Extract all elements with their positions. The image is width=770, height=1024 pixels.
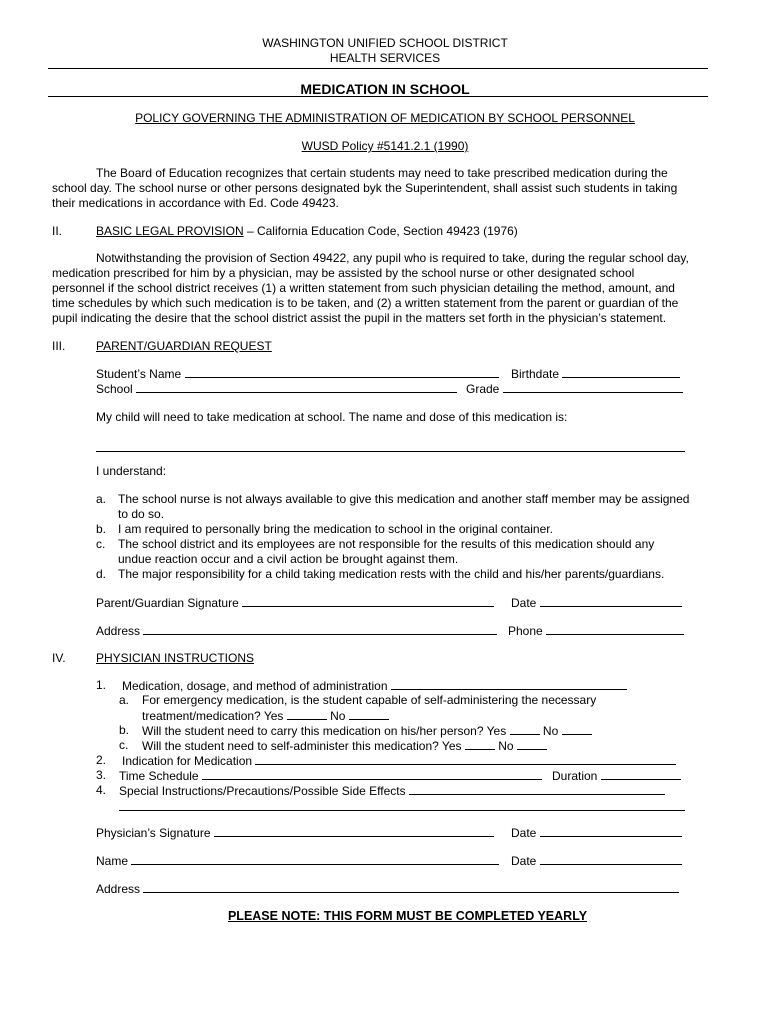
sub-a-no-field[interactable] bbox=[349, 708, 389, 720]
grade-row bbox=[466, 381, 683, 397]
physician-signature-label: Physician’s Signature bbox=[96, 826, 211, 840]
parent-signature-label: Parent/Guardian Signature bbox=[96, 596, 239, 610]
item-4-marker: 4. bbox=[96, 783, 107, 797]
list-item bbox=[96, 492, 716, 522]
sub-a-row-2 bbox=[142, 708, 389, 724]
birthdate-row bbox=[511, 366, 680, 382]
list-item bbox=[96, 567, 716, 582]
physician-date-2-row bbox=[511, 853, 682, 869]
sub-c-question: Will the student need to self-administer this medication? Yes bbox=[142, 739, 462, 753]
physician-name-label: Name bbox=[96, 854, 129, 868]
list-item bbox=[96, 537, 716, 567]
parent-signature-row bbox=[96, 595, 494, 611]
sub-b-no-field[interactable] bbox=[562, 723, 592, 735]
student-name-field[interactable] bbox=[185, 366, 499, 378]
physician-address-label: Address bbox=[96, 882, 141, 896]
medication-name-field[interactable] bbox=[96, 451, 685, 452]
parent-date-row bbox=[511, 595, 682, 611]
section-2-heading: BASIC LEGAL PROVISION bbox=[96, 224, 244, 238]
parent-date-field[interactable] bbox=[540, 595, 682, 607]
sub-c-marker: c. bbox=[119, 738, 129, 752]
item-1-marker: 1. bbox=[96, 678, 107, 692]
sub-c-row bbox=[142, 738, 547, 754]
physician-date-label: Date bbox=[511, 826, 537, 840]
section-4-heading: PHYSICIAN INSTRUCTIONS bbox=[96, 651, 255, 665]
item-1-label: Medication, dosage, and method of administration bbox=[122, 679, 388, 693]
legal-line-1: Notwithstanding the provision of Section 49422, any pupil who is required to take, during the regular school day, bbox=[96, 251, 689, 265]
list-text-line: I am required to personally bring the medication to school in the original container. bbox=[118, 522, 553, 536]
birthdate-label: Birthdate bbox=[511, 367, 560, 381]
grade-label: Grade bbox=[466, 382, 500, 396]
parent-signature-field[interactable] bbox=[242, 595, 494, 607]
sub-c-yes-field[interactable] bbox=[465, 738, 495, 750]
physician-date-row bbox=[511, 825, 682, 841]
list-text-line: The school nurse is not always available to give this medication and another staff member may be assigned bbox=[118, 492, 690, 506]
section-2-heading-rest: – California Education Code, Section 49423 (1976) bbox=[243, 224, 518, 238]
sub-b-no-label: No bbox=[542, 724, 559, 738]
special-instructions-field[interactable] bbox=[409, 783, 665, 795]
footer-note: PLEASE NOTE: THIS FORM MUST BE COMPLETED YEARLY bbox=[227, 909, 588, 923]
item-2-row bbox=[122, 753, 676, 769]
parent-address-row bbox=[96, 623, 497, 639]
sub-b-row bbox=[142, 723, 592, 739]
medication-prompt: My child will need to take medication at school. The name and dose of this medication is: bbox=[96, 410, 568, 424]
item-4-label: Special Instructions/Precautions/Possible Side Effects bbox=[119, 784, 406, 798]
list-text-line: undue reaction occur and a civil action be brought against them. bbox=[118, 552, 459, 566]
intro-line-2: school day. The school nurse or other persons designated byk the Superintendent, shall assist such students in taking bbox=[52, 181, 678, 195]
sub-c-no-field[interactable] bbox=[517, 738, 547, 750]
duration-row bbox=[552, 768, 681, 784]
section-3-heading: PARENT/GUARDIAN REQUEST bbox=[96, 339, 272, 353]
item-3-label: Time Schedule bbox=[119, 769, 199, 783]
physician-name-row bbox=[96, 853, 499, 869]
sub-b-marker: b. bbox=[119, 723, 130, 737]
parent-address-label: Address bbox=[96, 624, 141, 638]
header-rule-top bbox=[48, 68, 708, 69]
student-name-row bbox=[96, 366, 499, 382]
birthdate-field[interactable] bbox=[562, 366, 680, 378]
policy-number: WUSD Policy #5141.2.1 (1990) bbox=[301, 139, 469, 153]
intro-line-3: their medications in accordance with Ed. Code 49423. bbox=[52, 196, 339, 210]
school-label: School bbox=[96, 382, 133, 396]
sub-a-question: treatment/medication? Yes bbox=[142, 709, 284, 723]
item-2-label: Indication for Medication bbox=[122, 754, 253, 768]
medication-dosage-field[interactable] bbox=[391, 678, 627, 690]
parent-date-label: Date bbox=[511, 596, 537, 610]
list-item bbox=[96, 522, 716, 537]
parent-phone-label: Phone bbox=[508, 624, 543, 638]
list-marker: b. bbox=[96, 522, 107, 536]
physician-date-field[interactable] bbox=[540, 825, 682, 837]
duration-label: Duration bbox=[552, 769, 598, 783]
sub-a-line-1: For emergency medication, is the student capable of self-administering the necessary bbox=[142, 693, 597, 707]
item-4-row bbox=[119, 783, 665, 799]
parent-phone-field[interactable] bbox=[546, 623, 684, 635]
department-name: HEALTH SERVICES bbox=[329, 51, 441, 65]
student-name-label: Student’s Name bbox=[96, 367, 182, 381]
special-instructions-field-2[interactable] bbox=[119, 810, 685, 811]
indication-field[interactable] bbox=[255, 753, 676, 765]
time-schedule-field[interactable] bbox=[202, 768, 542, 780]
section-3-numeral: III. bbox=[52, 339, 66, 353]
physician-date-2-field[interactable] bbox=[540, 853, 682, 865]
physician-signature-row bbox=[96, 825, 494, 841]
header-rule-bottom bbox=[48, 96, 708, 97]
understand-label: I understand: bbox=[96, 464, 167, 478]
physician-date-2-label: Date bbox=[511, 854, 537, 868]
list-text-line: to do so. bbox=[118, 507, 165, 521]
school-field[interactable] bbox=[136, 381, 457, 393]
legal-line-5: pupil indicating the desire that the school district assist the pupil in the matters set forth in the physician’s statement. bbox=[52, 311, 667, 325]
sub-b-yes-field[interactable] bbox=[510, 723, 540, 735]
sub-a-yes-field[interactable] bbox=[287, 708, 327, 720]
policy-heading: POLICY GOVERNING THE ADMINISTRATION OF MEDICATION BY SCHOOL PERSONNEL bbox=[135, 111, 635, 125]
list-text-line: The school district and its employees are not responsible for the results of this medication should any bbox=[118, 537, 655, 551]
list-text-line: The major responsibility for a child taking medication rests with the child and his/her parents/guardians. bbox=[118, 567, 665, 581]
sub-c-no-label: No bbox=[498, 739, 514, 753]
legal-line-3: personnel if the school district receives (1) a written statement from such physician detailing the method, amount, and bbox=[52, 281, 675, 295]
district-name: WASHINGTON UNIFIED SCHOOL DISTRICT bbox=[262, 36, 508, 50]
sub-b-question: Will the student need to carry this medication on his/her person? Yes bbox=[142, 724, 507, 738]
school-row bbox=[96, 381, 457, 397]
item-2-marker: 2. bbox=[96, 753, 107, 767]
duration-field[interactable] bbox=[601, 768, 681, 780]
sub-a-no-label: No bbox=[330, 709, 346, 723]
section-2-heading-row bbox=[96, 224, 518, 239]
legal-line-2: medication prescribed for him by a physician, may be assisted by the school nurse or other designated school bbox=[52, 266, 635, 280]
physician-address-row bbox=[96, 881, 679, 897]
physician-address-field[interactable] bbox=[143, 881, 679, 893]
item-3-marker: 3. bbox=[96, 768, 107, 782]
page-title: MEDICATION IN SCHOOL bbox=[300, 81, 470, 97]
intro-line-1: The Board of Education recognizes that certain students may need to take prescribed medication during the bbox=[96, 166, 668, 180]
list-marker: d. bbox=[96, 567, 107, 581]
section-4-numeral: IV. bbox=[52, 651, 66, 665]
parent-phone-row bbox=[508, 623, 684, 639]
parent-address-field[interactable] bbox=[143, 623, 497, 635]
grade-field[interactable] bbox=[503, 381, 683, 393]
list-marker: a. bbox=[96, 492, 107, 506]
sub-a-marker: a. bbox=[119, 693, 130, 707]
item-3-row bbox=[119, 768, 542, 784]
list-marker: c. bbox=[96, 537, 106, 551]
section-2-numeral: II. bbox=[52, 224, 63, 238]
physician-signature-field[interactable] bbox=[214, 825, 494, 837]
item-1-row bbox=[122, 678, 627, 694]
legal-line-4: time schedules by which such medication is to be taken, and (2) a written statement from the parent or guardian of the bbox=[52, 296, 679, 310]
physician-name-field[interactable] bbox=[131, 853, 499, 865]
